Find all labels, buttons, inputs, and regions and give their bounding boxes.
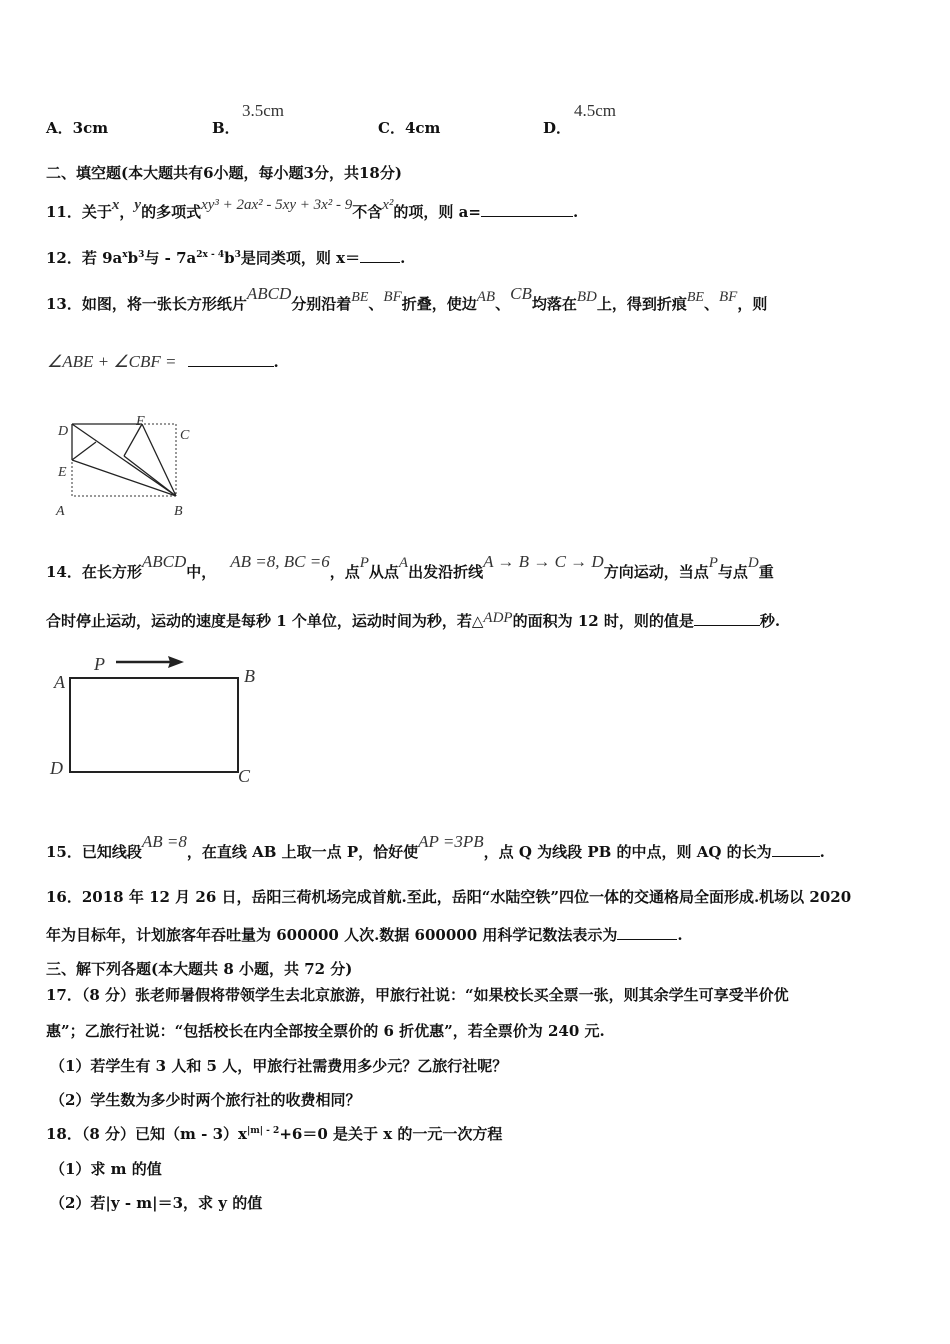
q15-t2: ，点 Q 为线段 PB 的中点，则 AQ 的长为 <box>483 843 772 861</box>
q12-b-a: b <box>127 249 139 267</box>
q14-d: D <box>747 555 759 571</box>
q16-answer-blank[interactable] <box>617 925 677 940</box>
option-d-letter: D． <box>543 119 572 137</box>
q13-label-c: C <box>180 428 190 443</box>
q18-part1: （1）求 m 的值 <box>50 1160 162 1178</box>
q11-polynomial: xy³ + 2ax² - 5xy + 3x² - 9 <box>201 197 353 213</box>
q13-sep1: 、 <box>368 295 384 313</box>
q11-answer-blank[interactable] <box>481 202 573 217</box>
q13-line1 <box>46 284 768 314</box>
q11-mid: 的多项式 <box>141 203 202 221</box>
q13-be: BE <box>351 290 369 305</box>
q14-path: A → B → C → D <box>483 552 604 571</box>
q13-label-b: B <box>174 504 183 519</box>
section2-heading: 二、填空题(本大题共有6小题，每小题3分，共18分) <box>46 164 402 182</box>
q15-lead: 15．已知线段 <box>46 843 142 861</box>
q16-end: . <box>677 926 683 944</box>
q14-p2: P <box>708 555 718 571</box>
q14-label-b: B <box>244 666 255 686</box>
q14-t5: 方向运动，当点 <box>603 563 709 581</box>
q16-line2 <box>46 924 683 945</box>
q13-be2: BE <box>686 290 704 305</box>
q14-p: P <box>359 555 369 571</box>
q12-answer-blank[interactable] <box>360 248 400 263</box>
q13-bf2: BF <box>719 289 738 305</box>
q15-ab8: AB =8 <box>141 832 187 851</box>
q13-crease-be <box>72 460 176 496</box>
q12-lead: 12．若 9a <box>46 249 123 267</box>
q12-line <box>46 247 405 268</box>
q14-label-d: D <box>50 758 63 778</box>
q17-part1: （1）若学生有 3 人和 5 人，甲旅行社需费用多少元？乙旅行社呢？ <box>50 1057 508 1075</box>
q14-t7: 重 <box>758 563 774 581</box>
q12-sup3: 2x - 4 <box>196 250 225 260</box>
q11-not-contain: 不含 <box>352 203 383 221</box>
q18-tail: +6＝0 是关于 x 的一元一次方程 <box>279 1125 503 1143</box>
q14-rectangle <box>70 678 238 772</box>
q14-label-c: C <box>238 766 251 786</box>
q12-and: 与 - 7a <box>144 249 197 267</box>
q14-lead: 14．在长方形 <box>46 563 142 581</box>
q11-tail: 的项，则 a= <box>393 203 481 221</box>
q18-part2: （2）若|y - m|＝3，求 y 的值 <box>50 1194 263 1212</box>
q11-x2: x² <box>382 197 394 213</box>
q16-line1: 16．2018 年 12 月 26 日，岳阳三荷机场完成首航.至此，岳阳“水陆空铁”四位一体的交通格局全面形成.机场以 2020 <box>46 888 852 906</box>
q13-fold-a <box>72 442 96 460</box>
section3-heading: 三、解下列各题(本大题共 8 小题，共 72 分) <box>46 960 353 978</box>
q14-t6: 与点 <box>717 563 748 581</box>
q13-t1: 分别沿着 <box>291 295 352 313</box>
q14-line2b: 的面积为 12 时，则的值是 <box>512 612 694 630</box>
q14-line2-text: 合时停止运动，运动的速度是每秒 1 个单位，运动时间为秒，若△ <box>46 612 484 630</box>
q13-t2: 折叠，使边 <box>401 295 477 313</box>
q13-bf: BF <box>383 289 402 305</box>
option-a: A．3cm <box>46 119 109 137</box>
q11-line <box>46 197 579 222</box>
q12-b-b: b <box>224 249 235 267</box>
q17-line2: 惠”；乙旅行社说：“包括校长在内全部按全票价的 6 折优惠”，若全票价为 240 元. <box>46 1022 605 1040</box>
option-d-value: 4.5cm <box>574 101 617 120</box>
q14-t3: 从点 <box>368 563 399 581</box>
q18-line <box>46 1123 502 1144</box>
q13-sep2: 、 <box>495 295 511 313</box>
q12-sup1: x <box>122 250 128 260</box>
q13-fold-c2 <box>124 456 176 496</box>
q15-end: . <box>819 843 825 861</box>
q13-end: . <box>273 353 279 371</box>
q18-exponent: |m| - 2 <box>246 1126 280 1136</box>
q18-lead: 18．（8 分）已知（m - 3）x <box>46 1125 247 1143</box>
q14-arrow-head <box>168 656 184 668</box>
q12-sup4: 3 <box>234 250 241 260</box>
q14-figure <box>44 648 274 790</box>
q14-seconds: 秒. <box>759 612 781 630</box>
q15-ap: AP =3PB <box>418 832 484 851</box>
q13-diagonal-bd <box>72 424 176 496</box>
q14-condition: AB =8, BC =6 <box>230 552 330 571</box>
q15-line <box>46 832 825 862</box>
q13-label-e: E <box>58 465 67 480</box>
q17-line1: 17．（8 分）张老师暑假将带领学生去北京旅游，甲旅行社说：“如果校长买全票一张，则其余学生可享受半价优 <box>46 986 789 1004</box>
q12-sup2: 3 <box>138 250 145 260</box>
q13-lead: 13．如图，将一张长方形纸片 <box>46 295 247 313</box>
q11-end: . <box>572 203 579 221</box>
q14-label-p: P <box>94 654 105 674</box>
q13-label-d: D <box>58 424 69 439</box>
q14-answer-blank[interactable] <box>694 611 760 626</box>
q14-t1: 中， <box>186 563 217 581</box>
option-c: C．4cm <box>378 119 441 137</box>
q13-t4: 上，得到折痕 <box>596 295 687 313</box>
q13-label-f: F <box>136 414 145 429</box>
q15-t1: ，在直线 AB 上取一点 P，恰好使 <box>186 843 419 861</box>
q14-line2 <box>46 610 780 631</box>
q15-answer-blank[interactable] <box>772 842 820 857</box>
q13-label-a: A <box>56 504 65 519</box>
q11-lead: 11．关于 <box>46 203 112 221</box>
option-b-letter: B． <box>212 119 240 137</box>
q13-abcd: ABCD <box>246 284 292 303</box>
q13-ab: AB <box>476 289 496 305</box>
q14-abcd: ABCD <box>141 552 187 571</box>
q13-t5: ，则 <box>737 295 768 313</box>
q13-expression: ∠ABE + ∠CBF = <box>47 352 177 371</box>
q13-line2 <box>47 352 279 372</box>
q14-line1 <box>46 552 774 582</box>
q16-line2-text: 年为目标年，计划旅客年吞吐量为 600000 人次.数据 600000 用科学记数法表示为 <box>46 926 618 944</box>
q13-bd: BD <box>576 289 597 305</box>
q17-part2: （2）学生数为多少时两个旅行社的收费相同？ <box>50 1091 361 1109</box>
q11-x: x <box>111 197 120 213</box>
q13-cb: CB <box>510 284 532 303</box>
q11-y: y <box>134 197 142 213</box>
q14-t2: ，点 <box>329 563 360 581</box>
q12-tail: 是同类项，则 x＝ <box>240 249 361 267</box>
option-b-value: 3.5cm <box>242 101 285 120</box>
q14-label-a: A <box>54 672 65 692</box>
q11-comma: ， <box>119 203 135 221</box>
q13-figure <box>44 410 204 522</box>
q14-t4: 出发沿折线 <box>408 563 484 581</box>
q14-adp: ADP <box>483 610 513 626</box>
q14-a: A <box>398 555 409 571</box>
q13-answer-blank[interactable] <box>188 352 274 367</box>
q13-sep3: 、 <box>703 295 719 313</box>
q13-t3: 均落在 <box>531 295 577 313</box>
q12-end: . <box>400 249 406 267</box>
q13-crease-bf <box>142 424 176 496</box>
